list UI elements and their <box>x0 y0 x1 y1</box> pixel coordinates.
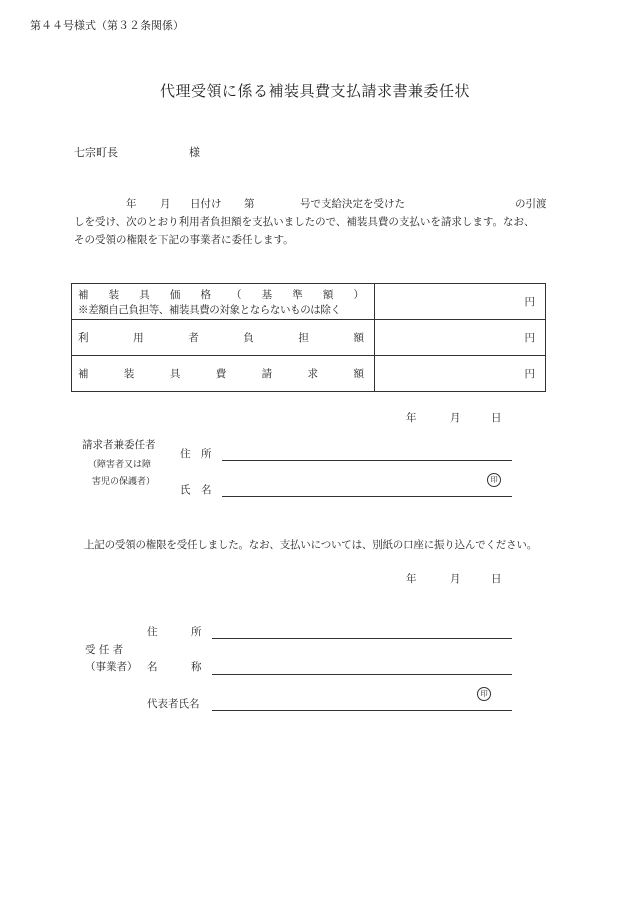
claim-amount-char: 補 <box>78 368 89 380</box>
claim-amount-char: 額 <box>353 368 364 380</box>
claimant-seal-icon: 印 <box>487 473 501 487</box>
price-label-char: （ <box>231 288 242 301</box>
body-month: 月 <box>160 198 171 210</box>
receiver-name-char-2: 称 <box>191 661 202 673</box>
price-label <box>78 287 368 302</box>
amount-table <box>71 283 546 392</box>
date2-day: 日 <box>491 573 502 585</box>
price-label-char: 補 <box>78 288 89 301</box>
price-label-char: 装 <box>108 288 120 301</box>
receiver-name-char-1: 名 <box>147 661 158 673</box>
claimant-address-label: 住 所 <box>180 448 212 460</box>
user-burden-char: 者 <box>188 332 199 344</box>
user-burden-value-cell <box>375 320 546 356</box>
receiver-address-char-2: 所 <box>191 626 202 638</box>
price-note: ※差額自己負担等、補装具費の対象とならないものは除く <box>78 303 341 316</box>
user-burden-char: 担 <box>298 332 309 344</box>
user-burden-unit: 円 <box>524 332 535 344</box>
price-label-char: ） <box>353 288 364 301</box>
price-label-char: 準 <box>292 288 303 301</box>
claimant-sub-1: （障害者又は障 <box>88 460 152 470</box>
receiver-address-line[interactable] <box>212 638 512 639</box>
price-label-char: 具 <box>139 288 150 301</box>
user-burden-char: 負 <box>243 332 254 344</box>
price-label-char: 格 <box>200 288 211 301</box>
table-row <box>72 284 546 320</box>
user-burden-char: 利 <box>78 332 89 344</box>
price-value-cell <box>375 284 546 320</box>
user-burden-char: 用 <box>133 332 144 344</box>
price-label-char: 価 <box>169 288 181 301</box>
body-go: 号で支給決定を受けた <box>300 198 405 210</box>
date2-year: 年 <box>406 573 417 585</box>
receiver-rep-label: 代表者氏名 <box>147 698 200 710</box>
addressee-honorific: 様 <box>189 146 200 159</box>
body-day-dated: 日付け <box>190 198 222 210</box>
addressee <box>74 144 200 160</box>
claim-amount-label-cell <box>72 356 375 392</box>
date1-day: 日 <box>491 412 502 424</box>
claim-amount-char: 請 <box>261 368 273 380</box>
body-line-3: その受領の権限を下記の事業者に委任します。 <box>74 234 294 246</box>
receiver-name-line[interactable] <box>212 674 512 675</box>
receiver-rep-line[interactable] <box>212 710 512 711</box>
price-label-cell <box>72 284 375 320</box>
claim-amount-char: 費 <box>215 368 227 380</box>
claimant-name-label: 氏 名 <box>180 484 212 496</box>
body-line-2: しを受け、次のとおり利用者負担額を支払いましたので、補装具費の支払いを請求します。なお、 <box>74 216 535 228</box>
price-label-char: 額 <box>322 288 334 301</box>
claimant-label: 請求者兼委任者 <box>82 439 156 451</box>
claimant-address-line[interactable] <box>222 460 512 461</box>
user-burden-label-cell <box>72 320 375 356</box>
body-hikiwatashi: の引渡 <box>515 198 547 210</box>
body-line-1 <box>74 196 550 210</box>
claim-amount-char: 求 <box>307 368 319 380</box>
price-unit: 円 <box>524 296 535 308</box>
table-row <box>72 356 546 392</box>
date-row-1 <box>0 410 630 424</box>
acceptance-text: 上記の受領の権限を受任しました。なお、支払いについては、別紙の口座に振り込んでください。 <box>84 539 537 551</box>
price-label-char: 基 <box>261 288 273 301</box>
body-dai: 第 <box>244 198 255 210</box>
receiver-sub: （事業者） <box>85 661 138 673</box>
table-row <box>72 320 546 356</box>
form-number: 第４４号様式（第３２条関係） <box>30 19 184 32</box>
receiver-address-char-1: 住 <box>147 626 158 638</box>
user-burden-char: 額 <box>353 332 364 344</box>
claim-amount-value-cell <box>375 356 546 392</box>
claim-amount-char: 装 <box>123 368 135 380</box>
claim-amount-label <box>78 366 368 381</box>
date-row-2 <box>0 571 630 585</box>
page-title: 代理受領に係る補装具費支払請求書兼委任状 <box>159 82 470 100</box>
addressee-name: 七宗町長 <box>74 146 118 159</box>
claimant-sub-2: 害児の保護者） <box>92 477 156 487</box>
date1-month: 月 <box>450 412 461 424</box>
claim-amount-unit: 円 <box>524 368 535 380</box>
claim-amount-char: 具 <box>169 368 181 380</box>
body-year: 年 <box>126 198 137 210</box>
date2-month: 月 <box>450 573 461 585</box>
receiver-label: 受 任 者 <box>85 644 124 656</box>
date1-year: 年 <box>406 412 417 424</box>
user-burden-label <box>78 330 368 345</box>
receiver-seal-icon: 印 <box>477 687 491 701</box>
claimant-name-line[interactable] <box>222 496 512 497</box>
